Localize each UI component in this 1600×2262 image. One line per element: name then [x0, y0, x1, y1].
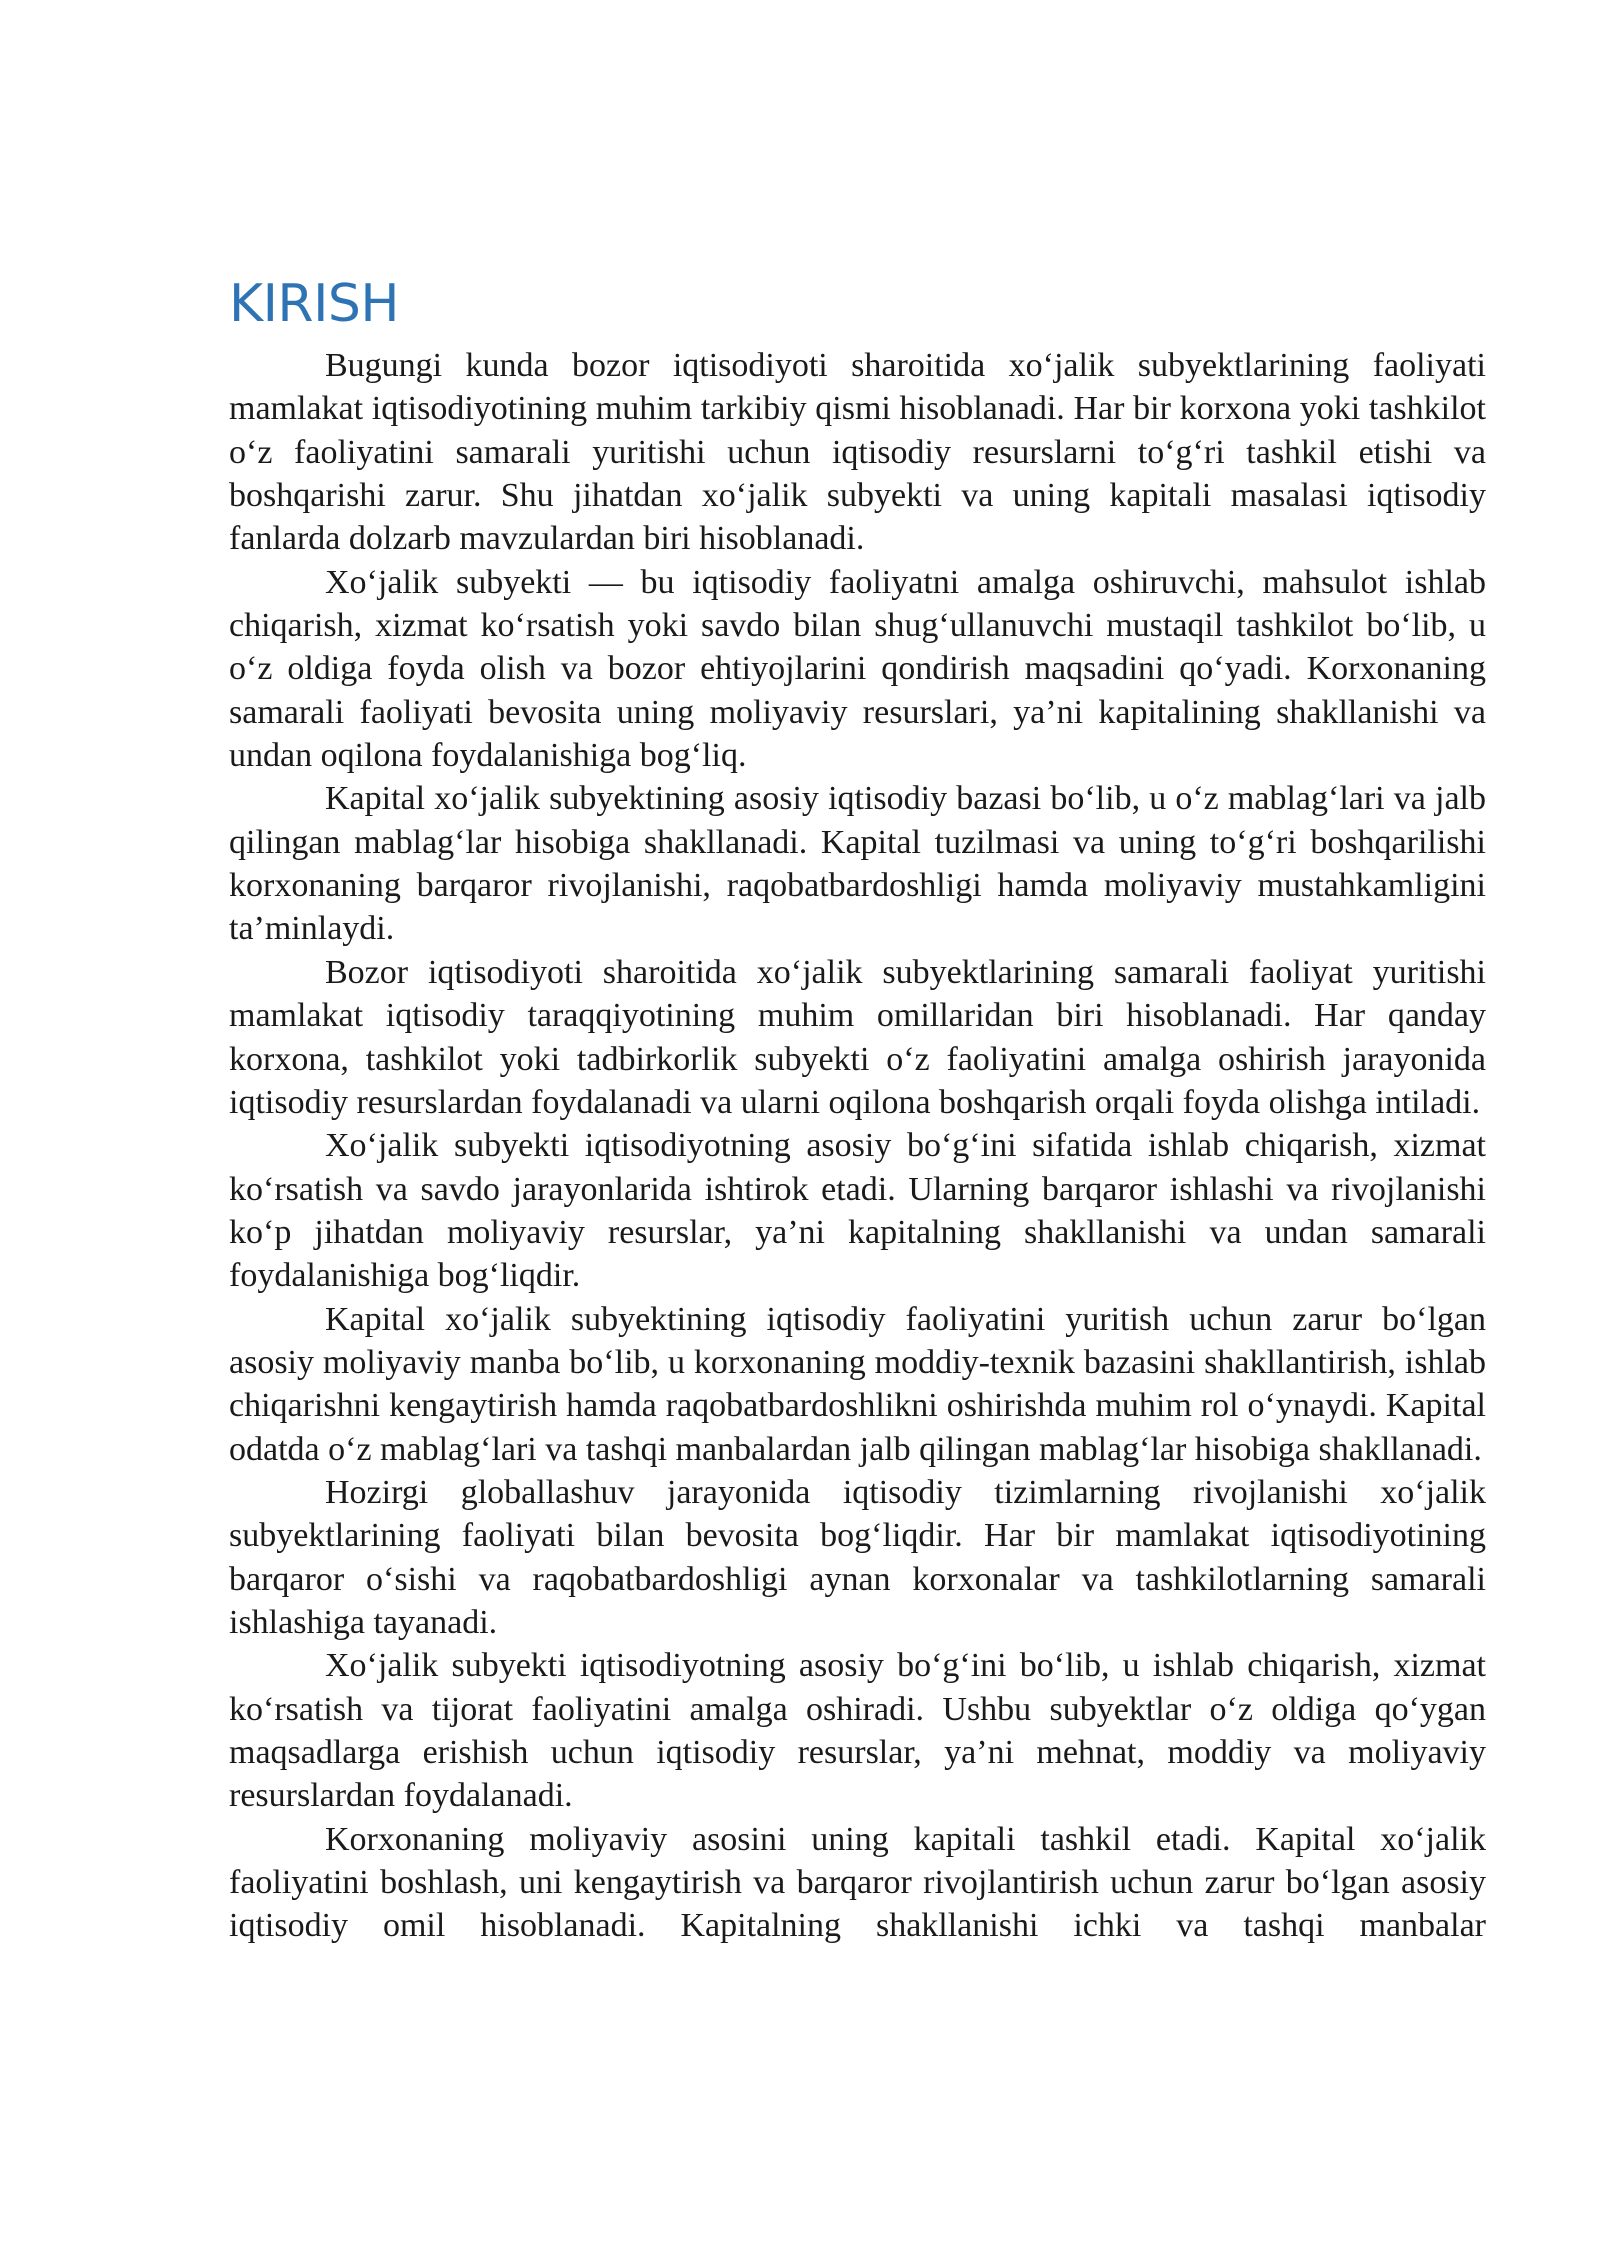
- section-heading: KIRISH: [229, 274, 400, 334]
- paragraph-7: Hozirgi globallashuv jarayonida iqtisodiy tizimlarning rivojlanishi xo‘jalik subyektlarining faoliyati bilan bevosita bog‘liqdir. Har bir mamlakat iqtisodiyotining barqaror o‘sishi va raqobatbardoshligi aynan korxonalar va tashkilotlarning samarali ishlashiga tayanadi.: [229, 1473, 1486, 1641]
- paragraph-8: Xo‘jalik subyekti iqtisodiyotning asosiy bo‘g‘ini bo‘lib, u ishlab chiqarish, xizmat ko‘rsatish va tijorat faoliyatini amalga oshiradi. Ushbu subyektlar o‘z oldiga qo‘ygan maqsadlarga erishish uchun iqtisodiy resurslar, ya’ni mehnat, moddiy va moliyaviy resurslardan foydalanadi.: [229, 1647, 1486, 1815]
- paragraph-9: Korxonaning moliyaviy asosini uning kapitali tashkil etadi. Kapital xo‘jalik faoliyatini boshlash, uni kengaytirish va barqaror rivojlantirish uchun zarur bo‘lgan asosiy iqtisodiy omil hisoblanadi. Kapitalning shakllanishi ichki va tashqi manbalar: [229, 1820, 1486, 1945]
- paragraph-5: Xo‘jalik subyekti iqtisodiyotning asosiy bo‘g‘ini sifatida ishlab chiqarish, xizmat ko‘rsatish va savdo jarayonlarida ishtirok etadi. Ularning barqaror ishlashi va rivojlanishi ko‘p jihatdan moliyaviy resurslar, ya’ni kapitalning shakllanishi va undan samarali foydalanishiga bog‘liqdir.: [229, 1127, 1486, 1295]
- paragraph-2: Xo‘jalik subyekti — bu iqtisodiy faoliyatni amalga oshiruvchi, mahsulot ishlab chiqarish, xizmat ko‘rsatish yoki savdo bilan shug‘ullanuvchi mustaqil tashkilot bo‘lib, u o‘z oldiga foyda olish va bozor ehtiyojlarini qondirish maqsadini qo‘yadi. Korxonaning samarali faoliyati bevosita uning moliyaviy resurslari, ya’ni kapitalining shakllanishi va undan oqilona foydalanishiga bog‘liq.: [229, 563, 1486, 775]
- paragraph-1: Bugungi kunda bozor iqtisodiyoti sharoitida xo‘jalik subyektlarining faoliyati mamlakat iqtisodiyotining muhim tarkibiy qismi hisoblanadi. Har bir korxona yoki tashkilot o‘z faoliyatini samarali yuritishi uchun iqtisodiy resurslarni to‘g‘ri tashkil etishi va boshqarishi zarur. Shu jihatdan xo‘jalik subyekti va uning kapitali masalasi iqtisodiy fanlarda dolzarb mavzulardan biri hisoblanadi.: [229, 347, 1486, 558]
- paragraph-3: Kapital xo‘jalik subyektining asosiy iqtisodiy bazasi bo‘lib, u o‘z mablag‘lari va jalb qilingan mablag‘lar hisobiga shakllanadi. Kapital tuzilmasi va uning to‘g‘ri boshqarilishi korxonaning barqaror rivojlanishi, raqobatbardoshligi hamda moliyaviy mustahkamligini ta’minlaydi.: [229, 780, 1486, 948]
- document-body: [229, 268, 1486, 1948]
- paragraph-6: Kapital xo‘jalik subyektining iqtisodiy faoliyatini yuritish uchun zarur bo‘lgan asosiy moliyaviy manba bo‘lib, u korxonaning moddiy-texnik bazasini shakllantirish, ishlab chiqarishni kengaytirish hamda raqobatbardoshlikni oshirishda muhim rol o‘ynaydi. Kapital odatda o‘z mablag‘lari va tashqi manbalardan jalb qilingan mablag‘lar hisobiga shakllanadi.: [229, 1300, 1486, 1468]
- paragraph-4: Bozor iqtisodiyoti sharoitida xo‘jalik subyektlarining samarali faoliyat yuritishi mamlakat iqtisodiy taraqqiyotining muhim omillaridan biri hisoblanadi. Har qanday korxona, tashkilot yoki tadbirkorlik subyekti o‘z faoliyatini amalga oshirish jarayonida iqtisodiy resurslardan foydalanadi va ularni oqilona boshqarish orqali foyda olishga intiladi.: [229, 953, 1486, 1121]
